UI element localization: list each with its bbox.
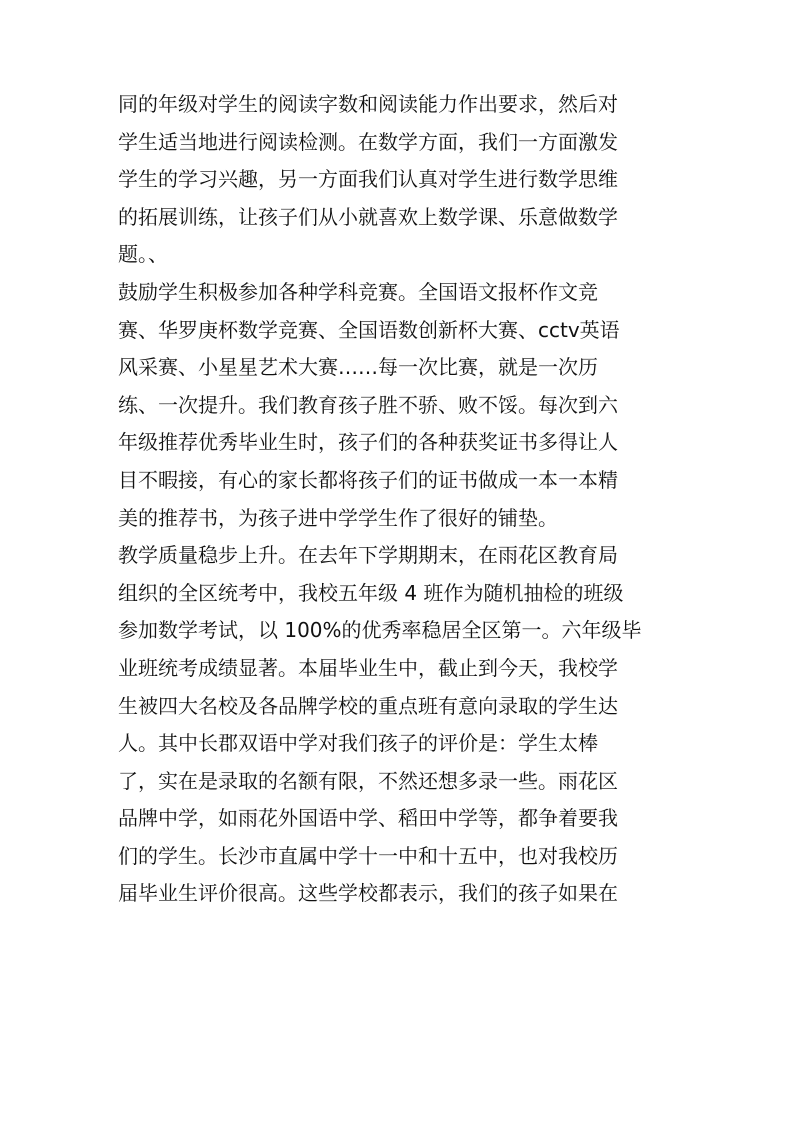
text-line: 届毕业生评价很高。这些学校都表示，我们的孩子如果在 <box>118 881 618 906</box>
text-line: 们的学生。长沙市直属中学十一中和十五中，也对我校历 <box>118 843 618 868</box>
text-line: 品牌中学，如雨花外国语中学、稻田中学等，都争着要我 <box>118 806 618 831</box>
text-line: 学生适当地进行阅读检测。在数学方面，我们一方面激发 <box>118 129 618 154</box>
text-line: 人。其中长郡双语中学对我们孩子的评价是：学生太棒 <box>118 731 598 756</box>
text-line: 美的推荐书，为孩子进中学学生作了很好的铺垫。 <box>118 505 558 530</box>
text-line: 组织的全区统考中，我校五年级 4 班作为随机抽检的班级 <box>118 580 624 605</box>
text-line: 生被四大名校及各品牌学校的重点班有意向录取的学生达 <box>118 693 618 718</box>
text-line: 赛、华罗庚杯数学竞赛、全国语数创新杯大赛、cctv英语 <box>118 317 620 342</box>
text-line: 年级推荐优秀毕业生时，孩子们的各种获奖证书多得让人 <box>118 430 618 455</box>
text-line: 风采赛、小星星艺术大赛……每一次比赛，就是一次历 <box>118 355 598 380</box>
text-line: 练、一次提升。我们教育孩子胜不骄、败不馁。每次到六 <box>118 392 618 417</box>
text-line: 了，实在是录取的名额有限，不然还想多录一些。雨花区 <box>118 768 618 793</box>
text-line: 鼓励学生积极参加各种学科竞赛。全国语文报杯作文竞 <box>118 279 598 304</box>
text-line: 参加数学考试，以 100%的优秀率稳居全区第一。六年级毕 <box>118 618 642 643</box>
text-line: 目不暇接，有心的家长都将孩子们的证书做成一本一本精 <box>118 467 618 492</box>
text-line: 教学质量稳步上升。在去年下学期期末，在雨花区教育局 <box>118 543 618 568</box>
text-line: 学生的学习兴趣，另一方面我们认真对学生进行数学思维 <box>118 167 618 192</box>
text-line: 业班统考成绩显著。本届毕业生中，截止到今天，我校学 <box>118 655 618 680</box>
text-line: 题。、 <box>118 242 168 267</box>
body-text <box>118 86 678 913</box>
text-line: 同的年级对学生的阅读字数和阅读能力作出要求，然后对 <box>118 92 618 116</box>
text-line: 的拓展训练，让孩子们从小就喜欢上数学课、乐意做数学 <box>118 204 618 229</box>
